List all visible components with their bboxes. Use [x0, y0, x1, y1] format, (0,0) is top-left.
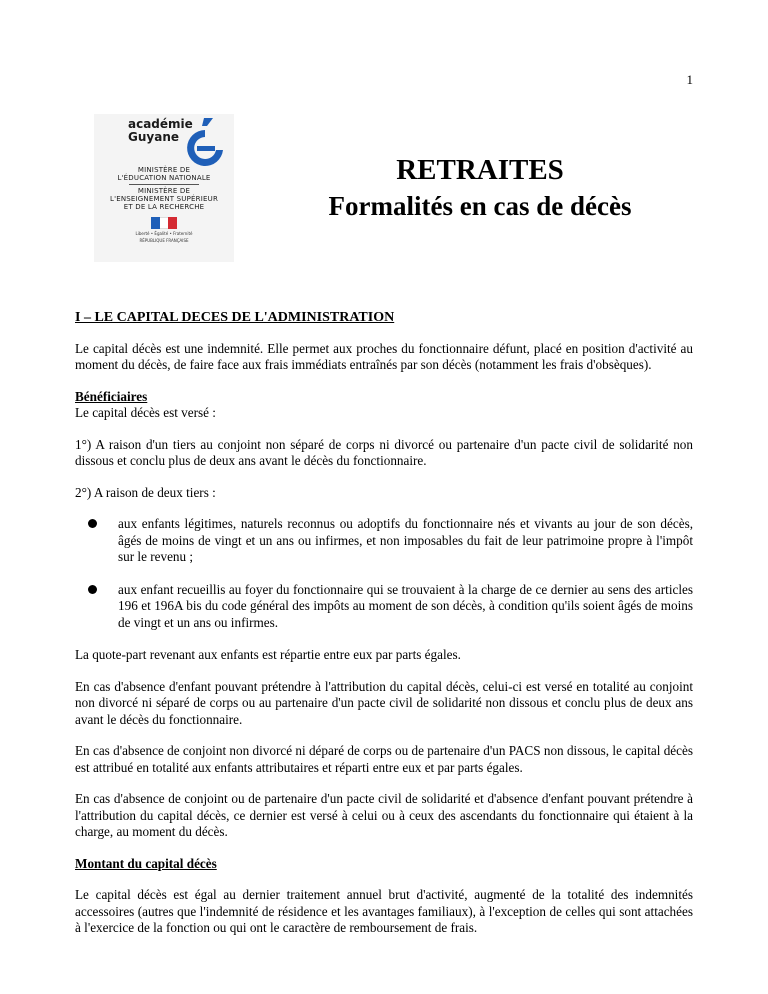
- absence-conjoint-enfant-paragraph: En cas d'absence de conjoint ou de partenaire d'un pacte civil de solidarité et d'absence d'enfant pouvant prétendre à l'attribution du capital décès, ce dernier est versé à celui ou à ceux des ascendants du fonctionnaire qui étaient à la charge, au moment du décès.: [75, 791, 693, 839]
- title-subtitle: Formalités en cas de décès: [328, 191, 632, 221]
- logo-republic: RÉPUBLIQUE FRANÇAISE: [139, 238, 189, 243]
- beneficiaires-block: [75, 389, 693, 422]
- document-body: [75, 310, 693, 952]
- beneficiaires-list: [75, 516, 693, 631]
- logo-word-guyane: Guyane: [128, 130, 179, 144]
- point-one-paragraph: 1°) A raison d'un tiers au conjoint non séparé de corps ni divorcé ou partenaire d'un pacte civil de solidarité non dissous et conclu plus de deux ans avant le décès du fonctionnaire.: [75, 436, 693, 468]
- logo-divider: [129, 184, 199, 185]
- bullet-icon: [88, 585, 97, 594]
- logo-word-academie: académie: [128, 117, 193, 131]
- title-main: RETRAITES: [396, 154, 564, 186]
- page-number: 1: [686, 72, 693, 87]
- list-item: aux enfant recueillis au foyer du fonctionnaire qui se trouvaient à la charge de ce dernier au sens des articles 196 et 196A bis du code général des impôts au moment de son décès, à condition qu'ils soient âgés de moins de vingt et un ans ou infirmes.: [75, 582, 693, 632]
- section-heading-capital-deces: I – LE CAPITAL DECES DE L'ADMINISTRATION: [75, 310, 395, 325]
- logo-ministry-research: MINISTÈRE DE L'ENSEIGNEMENT SUPÉRIEUR ET DE LA RECHERCHE: [109, 187, 219, 211]
- point-two-paragraph: 2°) A raison de deux tiers :: [75, 484, 216, 500]
- beneficiaires-heading: Bénéficiaires: [75, 388, 148, 404]
- montant-paragraph: Le capital décès est égal au dernier traitement annuel brut d'activité, augmenté de la totalité des indemnités accessoires (autres que l'indemnité de résidence et les avantages familiaux), à l'exception de celles qui sont attachées à l'exercice de la fonction ou qui ont le caractère de remboursement de frais.: [75, 887, 693, 935]
- absence-enfant-paragraph: En cas d'absence d'enfant pouvant prétendre à l'attribution du capital décès, celui-ci est versé en totalité au conjoint non divorcé ni séparé de corps ou au partenaire d'un pacte civil de solidarité non dissous et conclu plus de deux ans avant le décès du fonctionnaire.: [75, 678, 693, 727]
- logo-ministry-education: MINISTÈRE DE L'ÉDUCATION NATIONALE: [117, 166, 211, 182]
- montant-heading: Montant du capital décès: [75, 855, 217, 871]
- french-flag-icon: [151, 217, 177, 229]
- quote-part-paragraph: La quote-part revenant aux enfants est répartie entre eux par parts égales.: [75, 647, 461, 662]
- absence-conjoint-paragraph: En cas d'absence de conjoint non divorcé ni déparé de corps ou de partenaire d'un PACS non dissous, le capital décès est attribué en totalité aux enfants attributaires et réparti entre eux et par parts égales.: [75, 743, 693, 775]
- page-title: [270, 152, 690, 224]
- intro-paragraph: Le capital décès est une indemnité. Elle permet aux proches du fonctionnaire défunt, placé en position d'activité au moment du décès, de faire face aux frais immédiats entraînés par son décès (notamment les frais d'obsèques).: [75, 340, 693, 372]
- academie-logo: [94, 114, 234, 262]
- beneficiaires-lead: Le capital décès est versé :: [75, 405, 216, 420]
- bullet-icon: [88, 519, 97, 528]
- list-item: aux enfants légitimes, naturels reconnus ou adoptifs du fonctionnaire nés et vivants au jour de son décès, âgés de moins de vingt et un ans ou infirmes, et non imposables du fait de leur patrimoine propre à l'impôt sur le revenu ;: [75, 516, 693, 566]
- logo-motto: Liberté • Égalité • Fraternité: [135, 231, 193, 236]
- montant-heading-block: [75, 856, 693, 873]
